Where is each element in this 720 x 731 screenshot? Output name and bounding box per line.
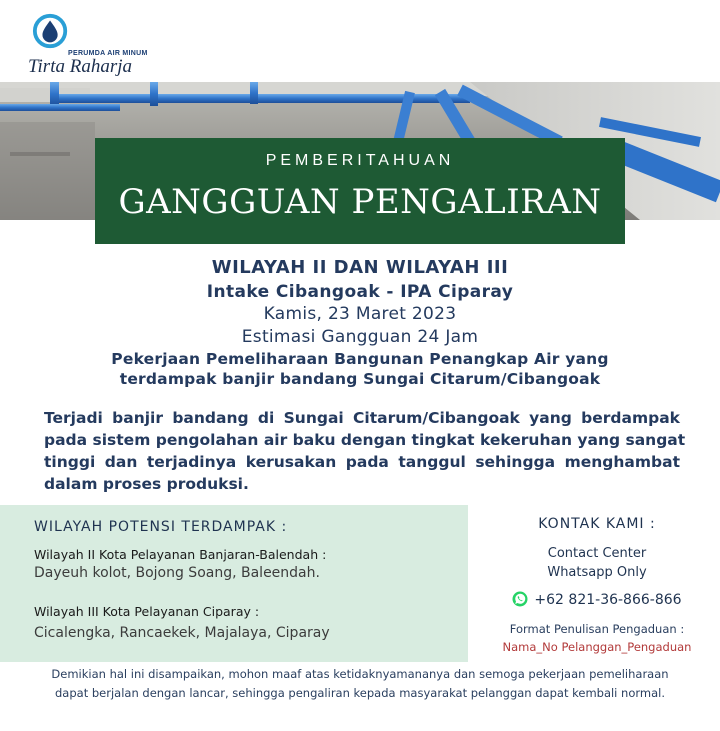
description-paragraph [44, 407, 686, 495]
disruption-date: Kamis, 23 Maret 2023 [263, 304, 457, 324]
work-description-line2: terdampak banjir bandang Sungai Citarum/Cibangoak [119, 370, 601, 388]
company-name: Tirta Raharja [28, 56, 132, 77]
announcement-banner [95, 138, 625, 244]
affected-area-title: Wilayah II Kota Pelayanan Banjaran-Balendah : [34, 547, 327, 562]
footer-line2: dapat berjalan dengan lancar, sehingga pengaliran kepada masyarakat pelanggan dapat kembali normal. [55, 686, 665, 700]
contact-phone[interactable] [474, 591, 720, 608]
contact-heading: KONTAK KAMI : [538, 516, 656, 532]
banner-subtitle: PEMBERITAHUAN [265, 152, 455, 169]
footer-line1: Demikian hal ini disampaikan, mohon maaf atas ketidaknyamananya dan semoga pekerjaan pemeliharaan [51, 667, 669, 681]
company-logo [28, 10, 178, 77]
water-source: Intake Cibangoak - IPA Ciparay [206, 282, 514, 302]
whatsapp-icon [512, 591, 528, 607]
affected-areas-panel [0, 505, 468, 662]
banner-title: GANGGUAN PENGALIRAN [118, 182, 602, 222]
description-line: Terjadi banjir bandang di Sungai Citarum/Cibangoak yang berdampak [44, 409, 680, 427]
region-heading: WILAYAH II DAN WILAYAH III [211, 257, 509, 278]
affected-area-places: Cicalengka, Rancaekek, Majalaya, Ciparay [34, 625, 330, 641]
description-line: tinggi dan terjadinya kerusakan pada tanggul sehingga menghambat [44, 453, 680, 471]
whatsapp-only-label: Whatsapp Only [547, 565, 647, 580]
company-type-label: PERUMDA AIR MINUM [68, 50, 148, 57]
work-description-line1: Pekerjaan Pemeliharaan Bangunan Penangkap Air yang [111, 350, 609, 368]
phone-number: +62 821-36-866-866 [534, 592, 682, 608]
affected-area-title: Wilayah III Kota Pelayanan Ciparay : [34, 604, 260, 619]
complaint-format-label: Format Penulisan Pengaduan : [509, 622, 685, 636]
water-drop-logo-icon [32, 12, 70, 50]
affected-heading: WILAYAH POTENSI TERDAMPAK : [34, 519, 288, 535]
contact-center-label: Contact Center [547, 546, 647, 561]
description-line: dalam proses produksi. [44, 475, 249, 493]
disruption-estimate: Estimasi Gangguan 24 Jam [241, 327, 479, 347]
affected-area-places: Dayeuh kolot, Bojong Soang, Baleendah. [34, 565, 320, 581]
complaint-format-value: Nama_No Pelanggan_Pengaduan [502, 640, 692, 654]
description-line: pada sistem pengolahan air baku dengan tingkat kekeruhan yang sangat [44, 431, 686, 449]
